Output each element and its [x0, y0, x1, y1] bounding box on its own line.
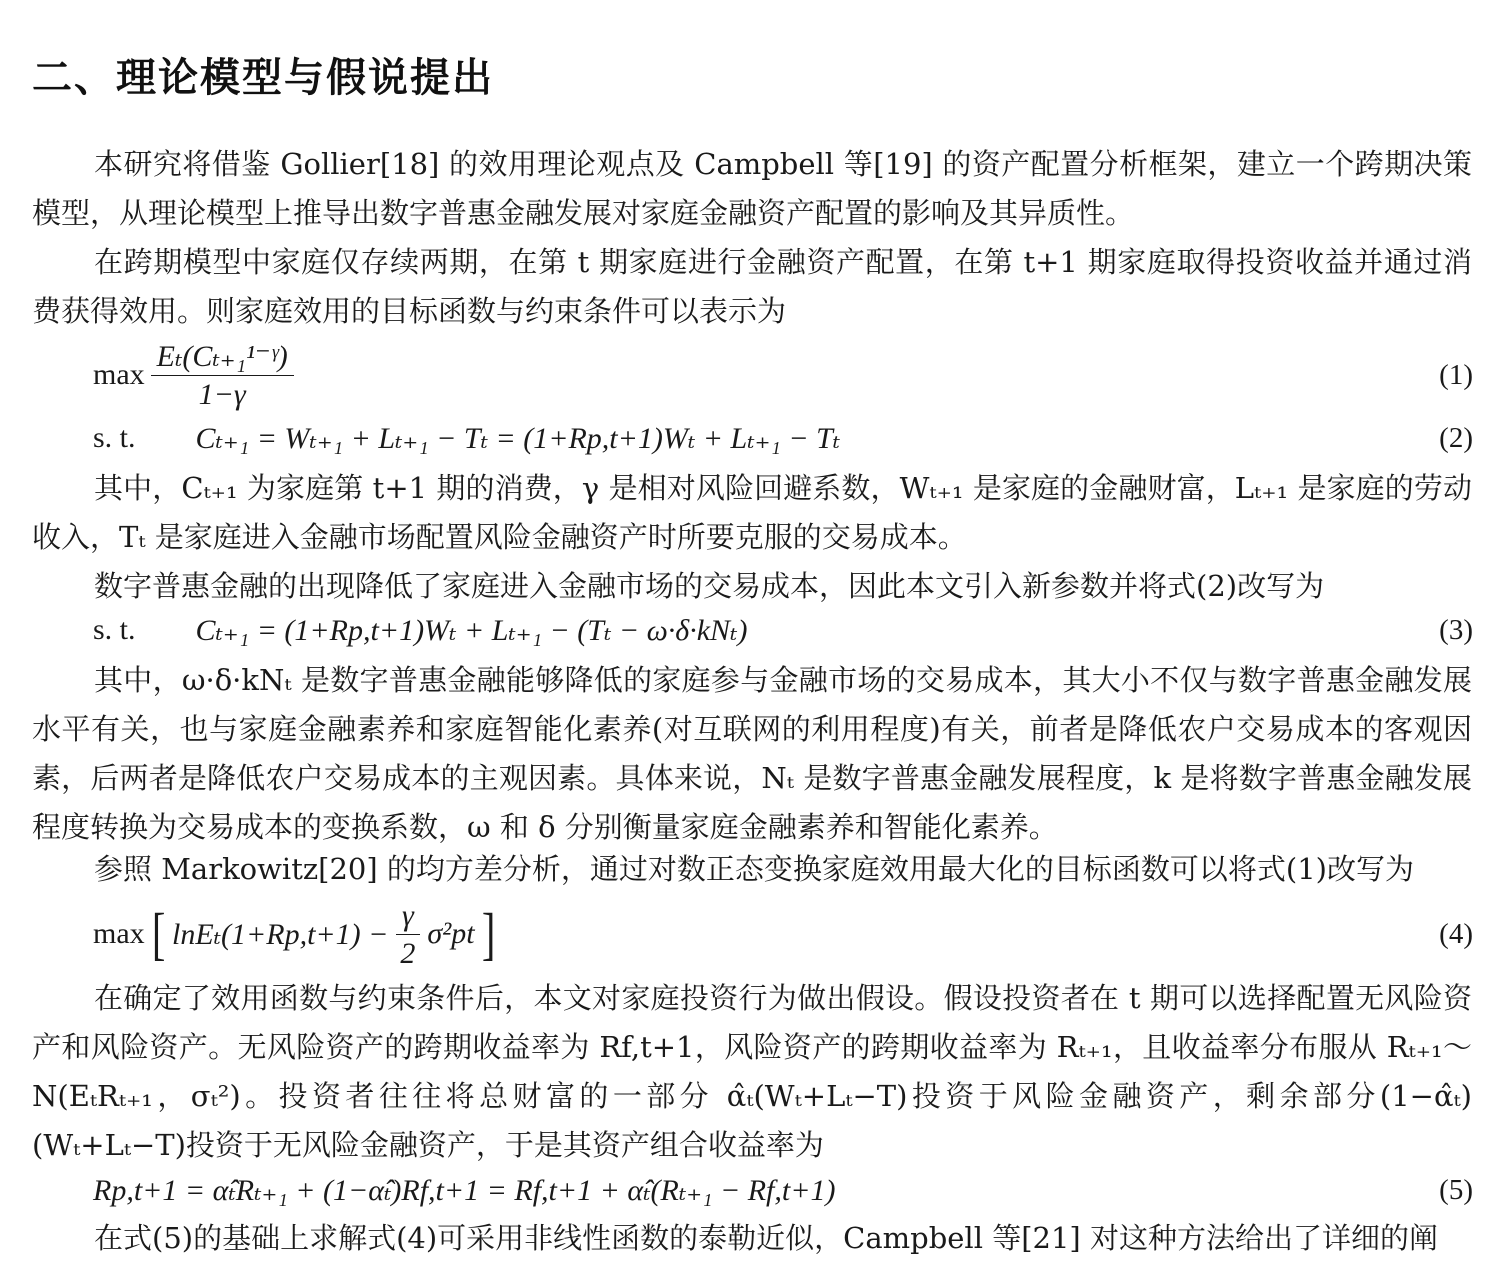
eq4-post: σ²pt	[427, 917, 475, 950]
eq1-lead: max	[93, 358, 145, 391]
eq5-number: (5)	[1439, 1173, 1473, 1206]
eq5-body: Rp,t+1 = α̂ₜRₜ₊₁ + (1−α̂ₜ)Rf,t+1 = Rf,t+1 + α̂ₜ(Rₜ₊₁ − Rf,t+1)	[93, 1173, 836, 1207]
equation-1	[93, 339, 1473, 411]
paragraph-model-setup: 在跨期模型中家庭仅存续两期，在第 t 期家庭进行金融资产配置，在第 t+1 期家庭取得投资收益并通过消费获得效用。则家庭效用的目标函数与约束条件可以表示为	[32, 245, 1472, 328]
equation-4: max [ lnEₜ(1+Rp,t+1) − $\frac{\gamma}{2}$ σ²pt ] (4)	[93, 898, 1473, 970]
equation-5	[93, 1160, 1473, 1220]
eq3-body: Cₜ₊₁ = (1+Rp,t+1)Wₜ + Lₜ₊₁ − (Tₜ − ω·δ·kNₜ)	[195, 613, 748, 647]
eq2-body: Cₜ₊₁ = Wₜ₊₁ + Lₜ₊₁ − Tₜ = (1+Rp,t+1)Wₜ + Lₜ₊₁ − Tₜ	[195, 421, 841, 455]
paragraph-investment-assumption: 在确定了效用函数与约束条件后，本文对家庭投资行为做出假设。假设投资者在 t 期可以选择配置无风险资产和风险资产。无风险资产的跨期收益率为 Rf,t+1，风险资产的跨期收益率为 Rₜ₊₁，且收益率分布服从 Rₜ₊₁～N(EₜRₜ₊₁，σₜ²)。投资者往往将总财富的一部分 α̂ₜ(Wₜ+Lₜ−T)投资于风险金融资产，剩余部分(1−α̂ₜ)(Wₜ+Lₜ−T)投资于无风险金融资产，于是其资产组合收益率为	[32, 981, 1472, 1162]
paragraph-intro: 本研究将借鉴 Gollier[18] 的效用理论观点及 Campbell 等[19] 的资产配置分析框架，建立一个跨期决策模型，从理论模型上推导出数字普惠金融发展对家庭金融资产配置的影响及其异质性。	[32, 147, 1472, 230]
eq2-number: (2)	[1439, 421, 1473, 454]
eq4-fraction	[394, 899, 421, 970]
paragraph-new-parameter: 数字普惠金融的出现降低了家庭进入金融市场的交易成本，因此本文引入新参数并将式(2)改写为	[94, 569, 1325, 603]
eq4-pre: lnEₜ(1+Rp,t+1) −	[171, 917, 389, 951]
eq4-lead: max	[93, 917, 145, 950]
eq4-denominator: 2	[400, 936, 416, 970]
equation-2	[93, 408, 1473, 468]
section-heading: 二、理论模型与假说提出	[32, 55, 494, 101]
eq1-number: (1)	[1439, 358, 1473, 391]
equation-3	[93, 600, 1473, 660]
paragraph-markowitz: 参照 Markowitz[20] 的均方差分析，通过对数正态变换家庭效用最大化的目标函数可以将式(1)改写为	[94, 852, 1414, 886]
paragraph-transaction-cost: 其中，ω·δ·kNₜ 是数字普惠金融能够降低的家庭参与金融市场的交易成本，其大小不仅与数字普惠金融发展水平有关，也与家庭金融素养和家庭智能化素养(对互联网的利用程度)有关，前者是降低农户交易成本的客观因素，后两者是降低农户交易成本的主观因素。具体来说，Nₜ 是数字普惠金融发展程度，k 是将数字普惠金融发展程度转换为交易成本的变换系数，ω 和 δ 分别衡量家庭金融素养和智能化素养。	[32, 663, 1472, 844]
eq4-numerator: γ	[396, 899, 420, 935]
paragraph-taylor-approx: 在式(5)的基础上求解式(4)可采用非线性函数的泰勒近似，Campbell 等[21] 对这种方法给出了详细的阐	[94, 1221, 1438, 1255]
eq2-lead: s. t.	[93, 421, 136, 454]
eq1-numerator: Eₜ(Cₜ₊₁¹⁻ᵞ)	[151, 340, 294, 376]
eq1-fraction	[151, 340, 294, 411]
paragraph-variable-definitions: 其中，Cₜ₊₁ 为家庭第 t+1 期的消费，γ 是相对风险回避系数，Wₜ₊₁ 是家庭的金融财富，Lₜ₊₁ 是家庭的劳动收入，Tₜ 是家庭进入金融市场配置风险金融资产时所要克服的交易成本。	[32, 471, 1472, 554]
eq4-number: (4)	[1439, 917, 1473, 950]
eq3-number: (3)	[1439, 613, 1473, 646]
eq1-denominator: 1−γ	[198, 377, 246, 411]
eq3-lead: s. t.	[93, 613, 136, 646]
